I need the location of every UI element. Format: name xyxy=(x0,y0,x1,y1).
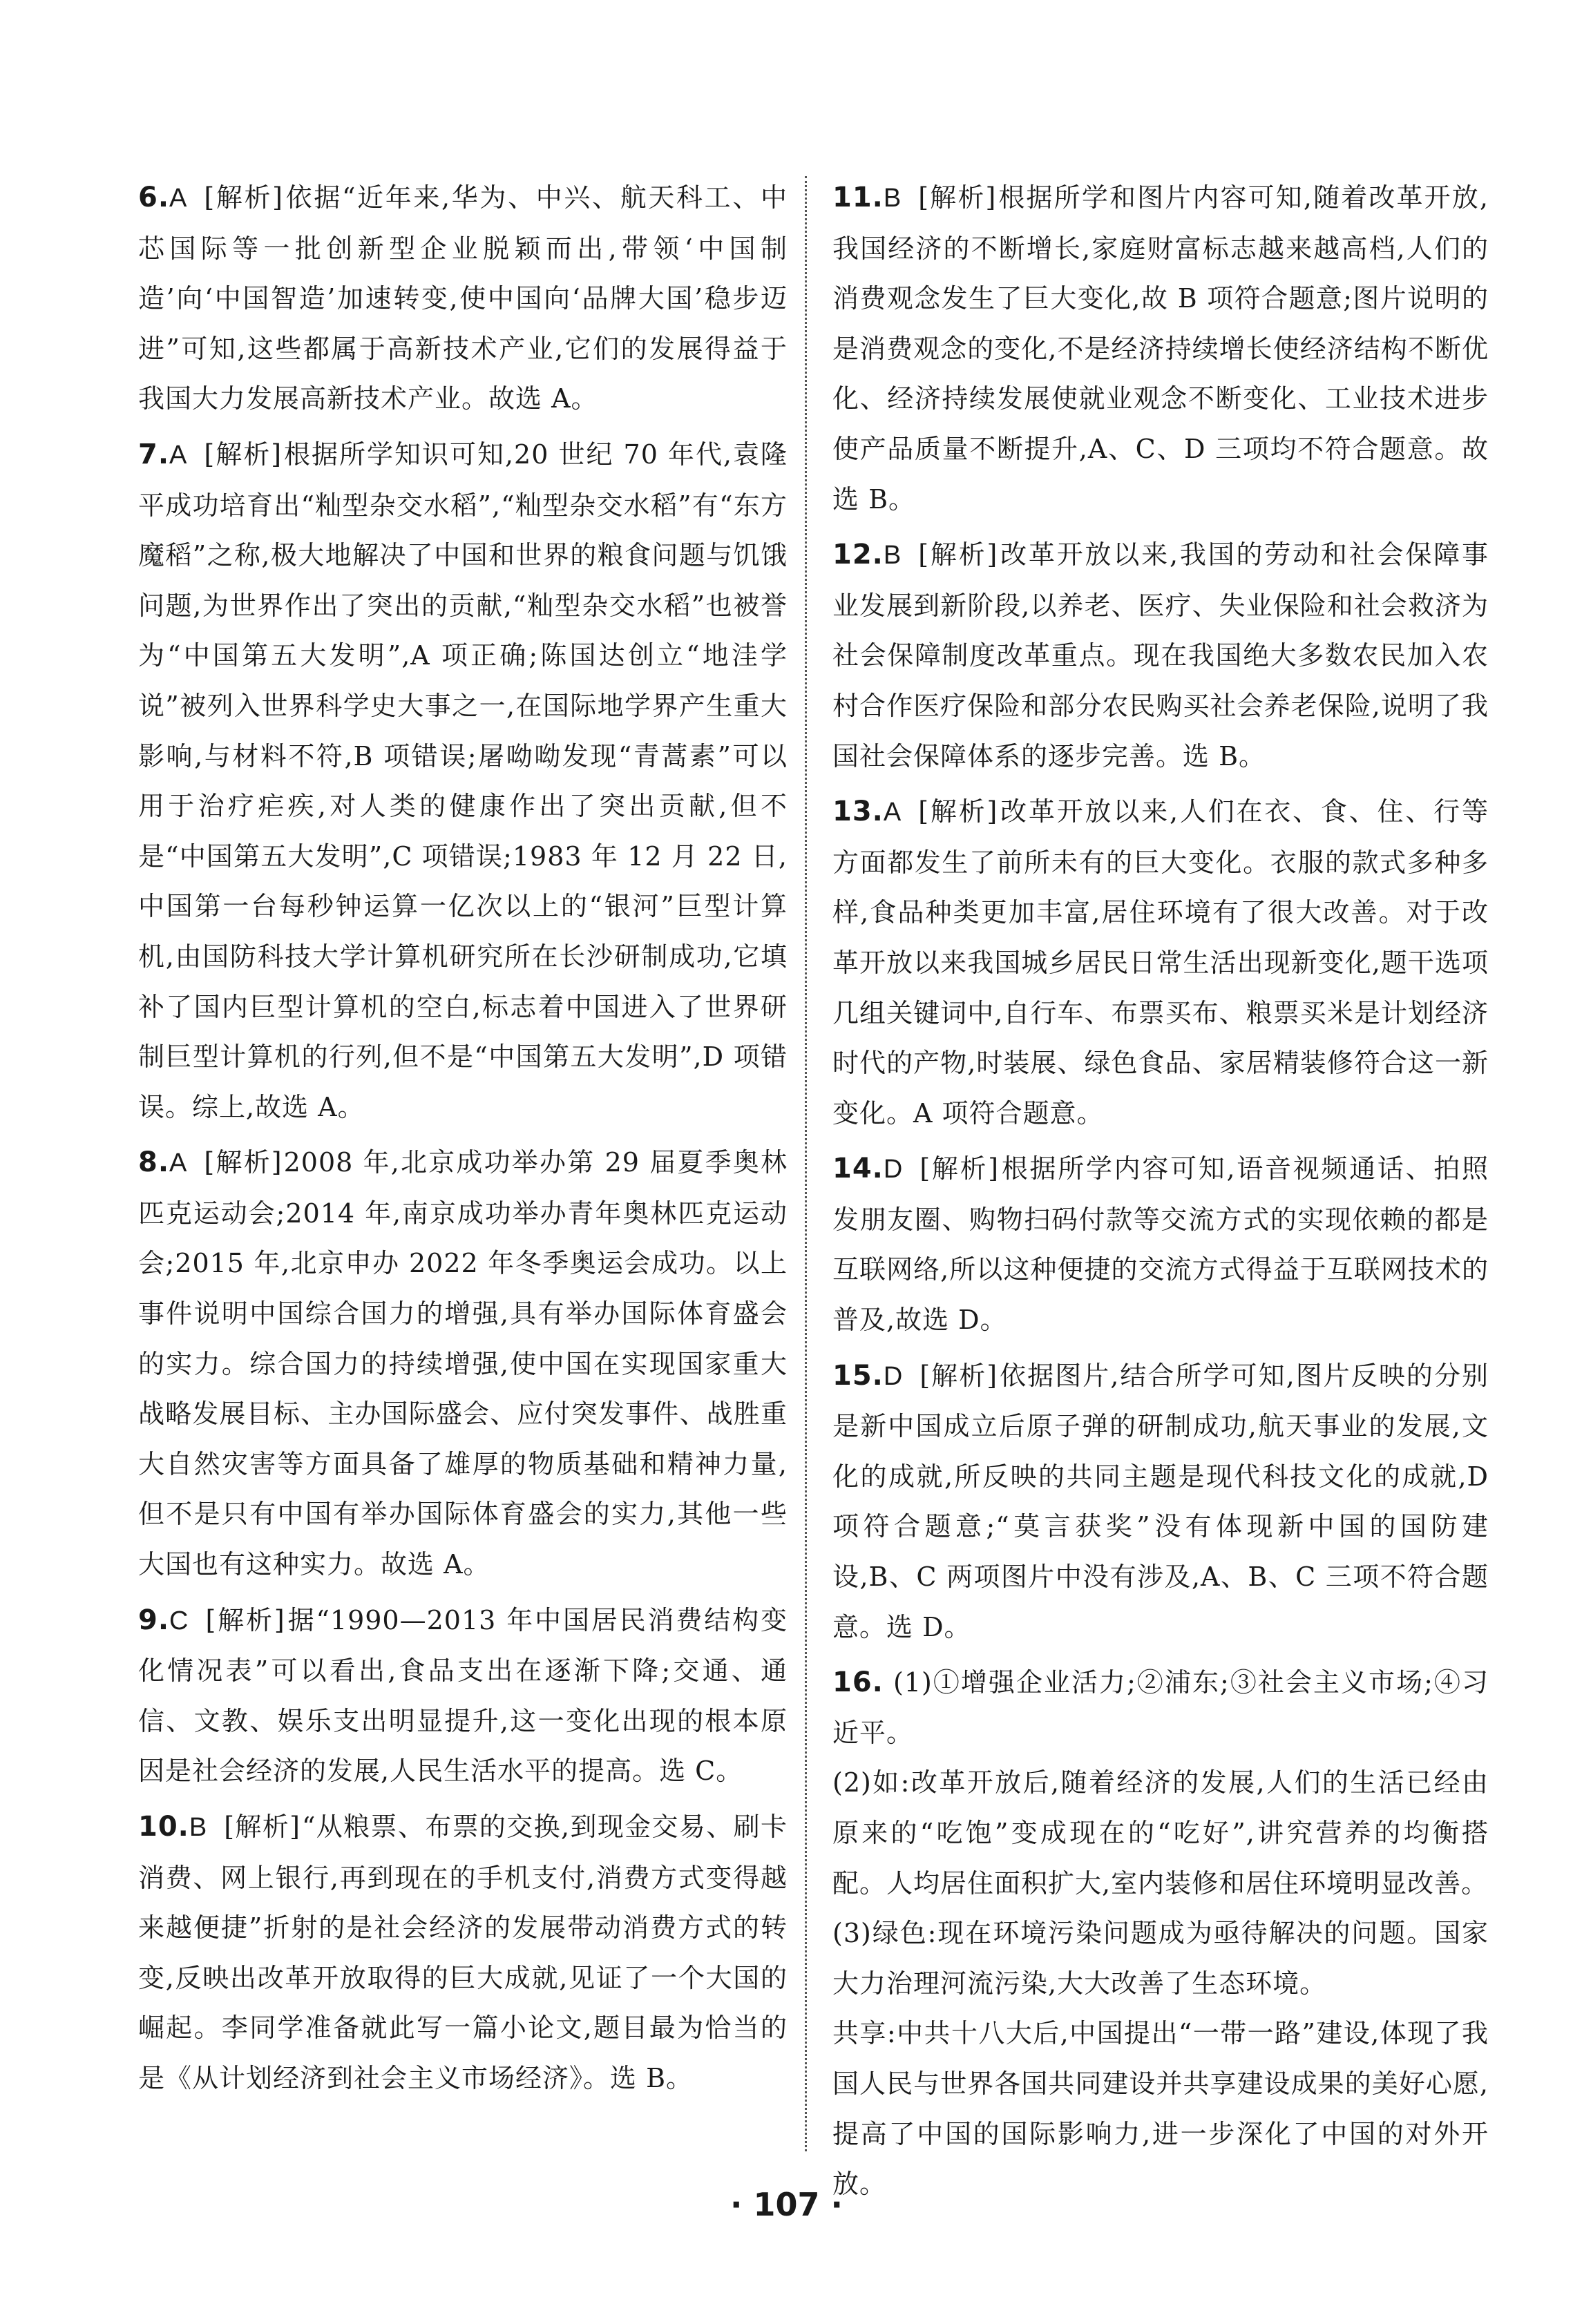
answer-item-7 xyxy=(138,430,788,1132)
analysis-text: “从粮票、布票的交换,到现金交易、刷卡消费、网上银行,再到现在的手机支付,消费方式变得越来越便捷”折射的是社会经济的发展带动消费方式的转变,反映出改革开放取得的巨大成就,见证了一个大国的崛起。李同学准备就此写一篇小论文,题目最为恰当的是《从计划经济到社会主义市场经济》。选 B。 xyxy=(138,1812,788,2093)
answer-item-8 xyxy=(138,1137,788,1589)
question-number: 12. xyxy=(832,539,884,571)
question-number: 8. xyxy=(138,1146,170,1179)
question-number: 15. xyxy=(832,1359,884,1392)
answer-letter: D xyxy=(883,1361,904,1391)
question-number: 10. xyxy=(138,1811,189,1843)
answer-letter: C xyxy=(169,1606,189,1635)
answer-item-11 xyxy=(832,173,1489,524)
right-column xyxy=(832,173,1489,2215)
q16-part-3: (3)绿色:现在环境污染问题成为亟待解决的问题。国家大力治理河流污染,大大改善了生态环境。 xyxy=(832,1918,1489,1999)
answer-item-16 xyxy=(832,1658,1489,2209)
analysis-text: 根据所学和图片内容可知,随着改革开放,我国经济的不断增长,家庭财富标志越来越高档,人们的消费观念发生了巨大变化,故 B 项符合题意;图片说明的是消费观念的变化,不是经济持续增长使经济结构不断优化、经济持续发展使就业观念不断变化、工业技术进步使产品质量不断提升,A、C、D 三项均不符合题意。故选 B。 xyxy=(832,182,1489,515)
answer-letter: B xyxy=(883,184,902,213)
analysis-text: 据“1990—2013 年中国居民消费结构变化情况表”可以看出,食品支出在逐渐下降;交通、通信、文教、娱乐支出明显提升,这一变化出现的根本原因是社会经济的发展,人民生活水平的提高。选 C。 xyxy=(138,1604,788,1787)
analysis-tag: [解析] xyxy=(204,439,283,470)
question-number: 16. xyxy=(832,1667,884,1699)
analysis-tag: [解析] xyxy=(919,1360,998,1391)
analysis-text: 根据所学知识可知,20 世纪 70 年代,袁隆平成功培育出“籼型杂交水稻”,“籼型杂交水稻”有“东方魔稻”之称,极大地解决了中国和世界的粮食问题与饥饿问题,为世界作出了突出的贡献,“籼型杂交水稻”也被誉为“中国第五大发明”,A 项正确;陈国达创立“地洼学说”被列入世界科学史大事之一,在国际地学界产生重大影响,与材料不符,B 项错误;屠呦呦发现“青蒿素”可以用于治疗疟疾,对人类的健康作出了突出贡献,但不是“中国第五大发明”,C 项错误;1983 年 12 月 22 日,中国第一台每秒钟运算一亿次以上的“银河”巨型计算机,由国防科技大学计算机研究所在长沙研制成功,它填补了国内巨型计算机的空白,标志着中国进入了世界研制巨型计算机的行列,但不是“中国第五大发明”,D 项错误。综上,故选 A。 xyxy=(138,439,788,1122)
answer-letter: A xyxy=(169,440,188,470)
analysis-text: 依据图片,结合所学可知,图片反映的分别是新中国成立后原子弹的研制成功,航天事业的发展,文化的成就,所反映的共同主题是现代科技文化的成就,D 项符合题意;“莫言获奖”没有体现新中国的国防建设,B、C 两项图片中没有涉及,A、B、C 三项不符合题意。选 D。 xyxy=(832,1360,1489,1642)
answer-letter: B xyxy=(883,541,902,570)
q16-part-1 xyxy=(832,1658,1489,1758)
question-number: 7. xyxy=(138,438,170,470)
answer-letter: D xyxy=(883,1155,904,1184)
answer-letter: A xyxy=(883,798,902,827)
analysis-text: 依据“近年来,华为、中兴、航天科工、中芯国际等一批创新型企业脱颖而出,带领‘中国制造’向‘中国智造’加速转变,使中国向‘品牌大国’稳步迈进”可知,这些都属于高新技术产业,它们的发展得益于我国大力发展高新技术产业。故选 A。 xyxy=(138,182,788,414)
answer-letter: A xyxy=(169,184,188,213)
question-number: 6. xyxy=(138,182,170,213)
answer-item-12 xyxy=(832,530,1489,781)
answer-letter: B xyxy=(189,1813,208,1842)
analysis-text: 根据所学内容可知,语音视频通话、拍照发朋友圈、购物扫码付款等交流方式的实现依赖的都是互联网络,所以这种便捷的交流方式得益于互联网技术的普及,故选 D。 xyxy=(832,1153,1489,1336)
answer-item-9 xyxy=(138,1595,788,1796)
answer-item-13 xyxy=(832,787,1489,1138)
q16-part-4: 共享:中共十八大后,中国提出“一带一路”建设,体现了我国人民与世界各国共同建设并共享建设成果的美好心愿,提高了中国的国际影响力,进一步深化了中国的对外开放。 xyxy=(832,2018,1489,2200)
answer-item-6 xyxy=(138,173,788,424)
column-divider xyxy=(805,176,807,2151)
analysis-text: 改革开放以来,人们在衣、食、住、行等方面都发生了前所未有的巨大变化。衣服的款式多种多样,食品种类更加丰富,居住环境有了很大改善。对于改革开放以来我国城乡居民日常生活出现新变化,题干选项几组关键词中,自行车、布票买布、粮票买米是计划经济时代的产物,时装展、绿色食品、家居精装修符合这一新变化。A 项符合题意。 xyxy=(832,796,1489,1129)
analysis-tag: [解析] xyxy=(204,1147,283,1178)
question-number: 11. xyxy=(832,182,884,213)
q16-part-2: (2)如:改革开放后,随着经济的发展,人们的生活已经由原来的“吃饱”变成现在的“吃好”,讲究营养的均衡搭配。人均居住面积扩大,室内装修和居住环境明显改善。 xyxy=(832,1767,1489,1899)
page-number: · 107 · xyxy=(730,2186,843,2223)
left-column xyxy=(138,173,788,2109)
analysis-tag: [解析] xyxy=(919,1153,1000,1184)
analysis-tag: [解析] xyxy=(205,1604,285,1635)
question-number: 14. xyxy=(832,1153,884,1185)
analysis-text: 改革开放以来,我国的劳动和社会保障事业发展到新阶段,以养老、医疗、失业保险和社会救济为社会保障制度改革重点。现在我国绝大多数农民加入农村合作医疗保险和部分农民购买社会养老保险,说明了我国社会保障体系的逐步完善。选 B。 xyxy=(832,539,1489,771)
question-number: 9. xyxy=(138,1604,170,1636)
answer-item-14 xyxy=(832,1144,1489,1345)
answer-letter: A xyxy=(169,1149,188,1178)
analysis-tag: [解析] xyxy=(918,539,998,570)
analysis-tag: [解析] xyxy=(918,796,998,827)
analysis-tag: [解析] xyxy=(204,182,284,213)
analysis-text: 2008 年,北京成功举办第 29 届夏季奥林匹克运动会;2014 年,南京成功举办青年奥林匹克运动会;2015 年,北京申办 2022 年冬季奥运会成功。以上事件说明中国综合国力的增强,具有举办国际体育盛会的实力。综合国力的持续增强,使中国在实现国家重大战略发展目标、主办国际盛会、应付突发事件、战胜重大自然灾害等方面具备了雄厚的物质基础和精神力量,但不是只有中国有举办国际体育盛会的实力,其他一些大国也有这种实力。故选 A。 xyxy=(138,1147,788,1580)
analysis-tag: [解析] xyxy=(224,1812,301,1842)
answer-item-10 xyxy=(138,1802,788,2104)
q16-text-1: (1)①增强企业活力;②浦东;③社会主义市场;④习近平。 xyxy=(832,1667,1489,1748)
question-number: 13. xyxy=(832,796,884,828)
answer-item-15 xyxy=(832,1351,1489,1653)
analysis-tag: [解析] xyxy=(918,182,997,213)
